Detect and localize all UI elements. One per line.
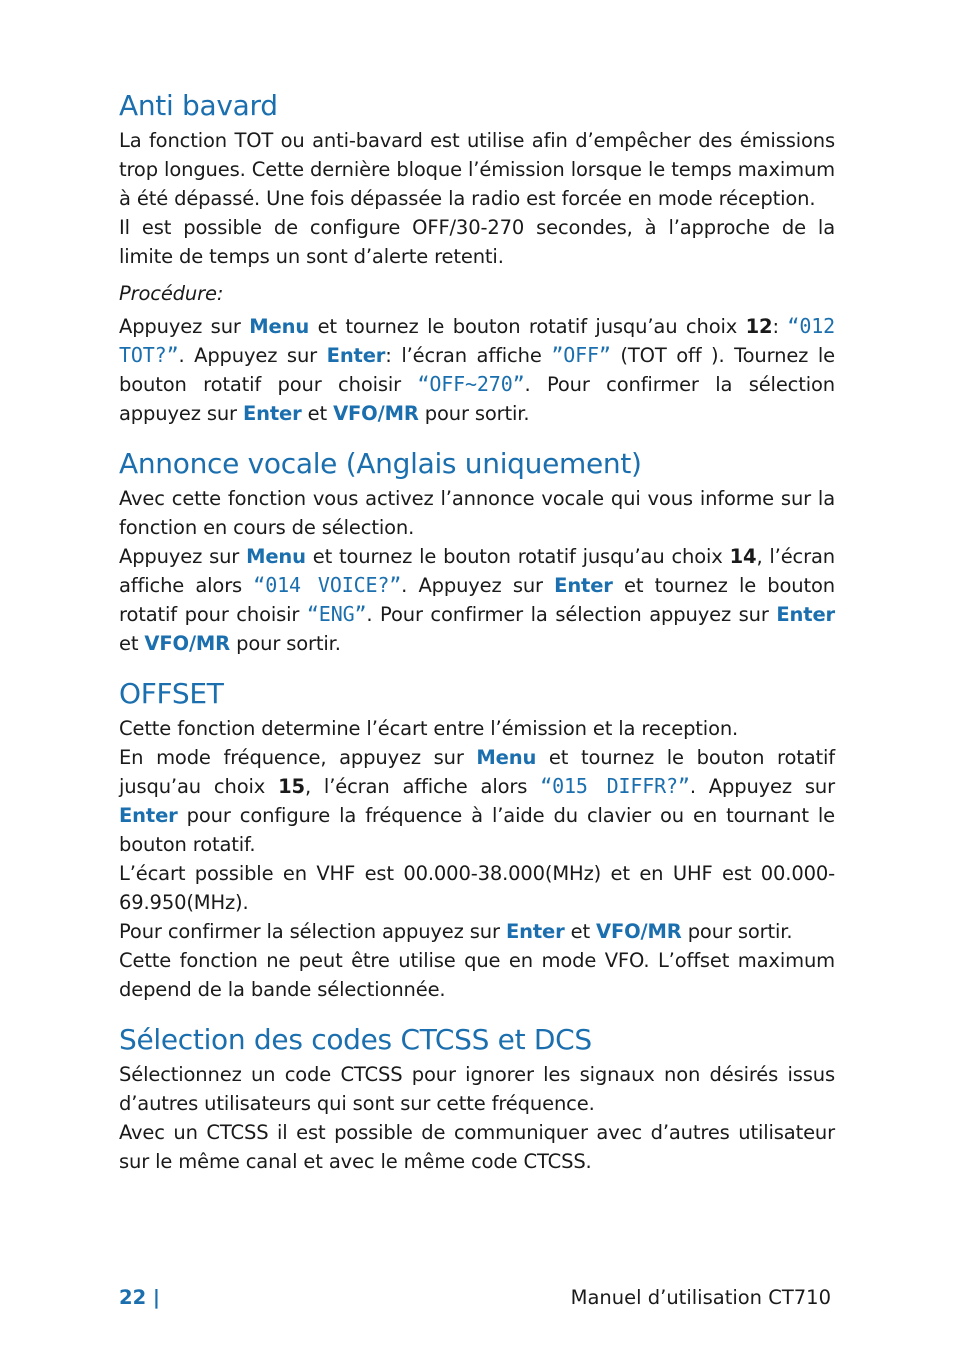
ctcss-paragraph-2: Avec un CTCSS il est possible de communiquer avec d’autres utilisateur sur le même canal et avec le même code CTCSS.	[119, 1121, 835, 1173]
heading-anti-bavard: Anti bavard	[119, 89, 278, 122]
text: :	[772, 315, 788, 338]
heading-annonce-vocale: Annonce vocale (Anglais uniquement)	[119, 447, 642, 480]
enter-key: Enter	[242, 402, 302, 425]
annonce-procedure	[119, 542, 835, 658]
menu-choice-number: 15	[278, 775, 305, 798]
text: : l’écran affiche	[385, 344, 552, 367]
text: En mode fréquence, appuyez sur	[119, 746, 477, 769]
page-footer	[119, 1284, 835, 1312]
text: et	[301, 402, 334, 425]
section-offset	[119, 676, 835, 1004]
manual-title: Manuel d’utilisation CT710	[570, 1286, 831, 1309]
offset-intro: Cette fonction determine l’écart entre l’émission et la reception.	[119, 717, 739, 740]
text: . Appuyez sur	[401, 574, 555, 597]
text: et tournez le bouton rotatif jusqu’au choix	[305, 545, 730, 568]
vfo-mr-key: VFO/MR	[596, 920, 682, 943]
menu-choice-number: 12	[745, 315, 773, 338]
text: pour sortir.	[681, 920, 793, 943]
anti-bavard-procedure	[119, 312, 835, 428]
text: et	[564, 920, 597, 943]
text: , l’écran affiche alors	[304, 775, 541, 798]
lcd-display-text: “014 VOICE?”	[253, 573, 402, 597]
annonce-intro: Avec cette fonction vous activez l’annonce vocale qui vous informe sur la fonction en cours de sélection.	[119, 487, 835, 539]
offset-range: L’écart possible en VHF est 00.000-38.000(MHz) et en UHF est 00.000-69.950(MHz).	[119, 862, 835, 914]
section-ctcss-dcs	[119, 1022, 835, 1176]
section-annonce-vocale	[119, 446, 835, 658]
vfo-mr-key: VFO/MR	[333, 402, 419, 425]
page-content	[119, 88, 835, 1176]
text: pour sortir.	[418, 402, 530, 425]
text: et	[119, 632, 145, 655]
menu-choice-number: 14	[729, 545, 757, 568]
enter-key: Enter	[554, 574, 613, 597]
vfo-mr-key: VFO/MR	[144, 632, 231, 655]
text: (TOT off ). Tournez le bouton rotatif pour choisir	[119, 344, 835, 396]
text: pour configure la fréquence à l’aide du clavier ou en tournant le bouton rotatif.	[119, 804, 835, 856]
text: Appuyez sur	[119, 315, 250, 338]
enter-key: Enter	[776, 603, 835, 626]
text: , l’écran affiche alors	[119, 545, 835, 597]
text: . Appuyez sur	[689, 775, 836, 798]
enter-key: Enter	[119, 804, 178, 827]
section-anti-bavard	[119, 88, 835, 428]
menu-key: Menu	[476, 746, 537, 769]
lcd-display-text: “012 TOT?”	[119, 314, 835, 367]
text: et tournez le bouton rotatif jusqu’au choix	[119, 746, 835, 798]
text: et tournez le bouton rotatif jusqu’au choix	[309, 315, 746, 338]
text: . Pour confirmer la sélection appuyez sur	[366, 603, 777, 626]
lcd-display-text: “ENG”	[306, 602, 367, 626]
lcd-display-text: “OFF~270”	[417, 372, 525, 396]
enter-key: Enter	[326, 344, 386, 367]
offset-confirm	[119, 917, 835, 946]
offset-note: Cette fonction ne peut être utilise que en mode VFO. L’offset maximum depend de la bande sélectionnée.	[119, 949, 835, 1001]
anti-bavard-intro: La fonction TOT ou anti-bavard est utilise afin d’empêcher des émissions trop longues. Cette dernière bloque l’émission lorsque le temps maximum à été dépassé. Une fois dépassée la radio est forcée en mode réception.	[119, 129, 835, 210]
heading-ctcss-dcs: Sélection des codes CTCSS et DCS	[119, 1023, 592, 1056]
lcd-display-text: ”OFF”	[551, 343, 611, 367]
menu-key: Menu	[246, 545, 306, 568]
text: pour sortir.	[230, 632, 341, 655]
page-number: 22 |	[119, 1286, 161, 1309]
menu-key: Menu	[249, 315, 310, 338]
text: et tournez le bouton rotatif pour choisir	[119, 574, 835, 626]
anti-bavard-config: Il est possible de configure OFF/30-270 secondes, à l’approche de la limite de temps un sont d’alerte retenti.	[119, 216, 835, 268]
text: Pour confirmer la sélection appuyez sur	[119, 920, 506, 943]
lcd-display-text: “015 DIFFR?”	[540, 774, 690, 798]
text: . Appuyez sur	[178, 344, 327, 367]
text: . Pour confirmer la sélection appuyez sur	[119, 373, 835, 425]
enter-key: Enter	[505, 920, 565, 943]
ctcss-paragraph-1: Sélectionnez un code CTCSS pour ignorer les signaux non désirés issus d’autres utilisateurs qui sont sur cette fréquence.	[119, 1063, 835, 1115]
heading-offset: OFFSET	[119, 677, 224, 710]
procedure-label: Procédure:	[119, 282, 224, 305]
text: Appuyez sur	[119, 545, 247, 568]
offset-procedure	[119, 743, 835, 859]
